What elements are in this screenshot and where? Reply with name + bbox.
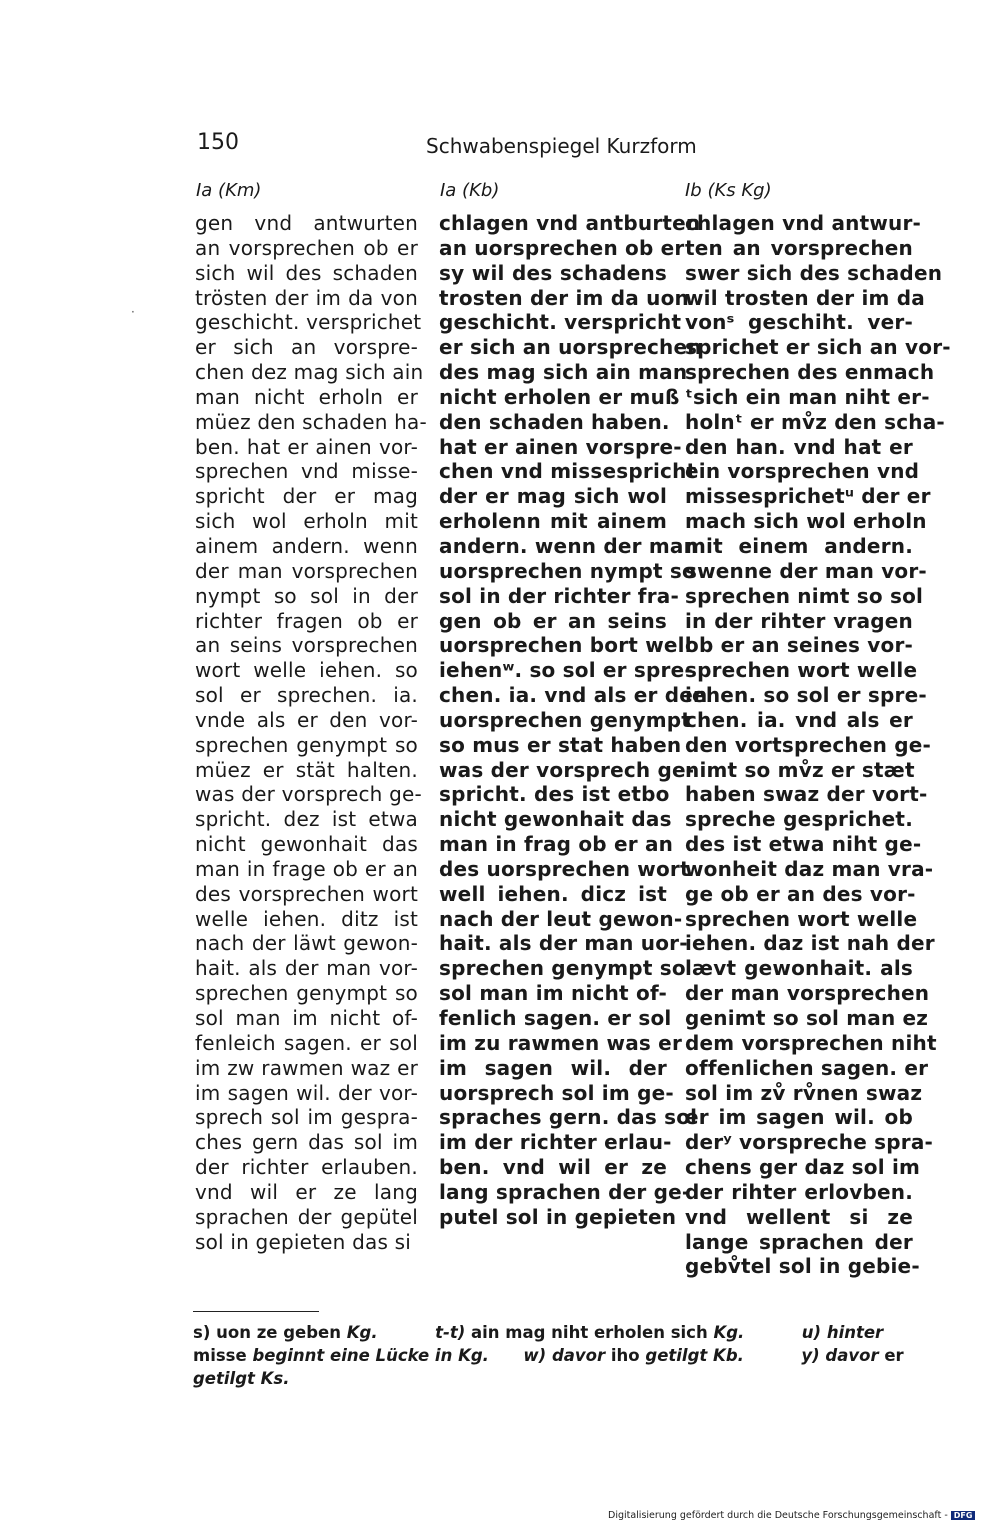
- text-line: chlagen vnd antburten: [439, 211, 701, 235]
- text-line: der man vorsprechen: [685, 981, 930, 1006]
- text-line: den han. vnd hat er: [685, 434, 913, 459]
- text-line: fenlich sagen. er sol: [439, 1006, 672, 1030]
- text-line: vnd wil er ze lang: [195, 1179, 418, 1204]
- text-line: in der rihter vragen: [685, 608, 913, 633]
- page-number: 150: [197, 130, 239, 155]
- footnote-line: [193, 1344, 913, 1367]
- text-line: ainem andern. wenn: [195, 533, 418, 558]
- text-line: spricht. dez ist etwa: [195, 807, 418, 832]
- text-line: sprechen vnd misse-: [195, 459, 418, 484]
- text-line: andern. wenn der man: [439, 533, 699, 558]
- text-line: iehen. so sol er spre-: [685, 683, 927, 708]
- text-line: der er mag sich wol: [439, 484, 667, 509]
- text-line: holnᵗ er mv̊z den scha-: [685, 409, 945, 434]
- text-line: uorsprech sol im ge-: [439, 1080, 674, 1105]
- text-line: im zu rawmen was er: [439, 1030, 683, 1055]
- margin-mark: ·: [131, 305, 135, 319]
- text-line: ben. hat er ainen vor-: [195, 434, 418, 459]
- footnote-note: davor: [825, 1346, 879, 1365]
- text-line: well iehen. dicz ist: [439, 881, 667, 906]
- footnote-text: er: [884, 1346, 904, 1365]
- text-line: trösten der im da von: [195, 285, 418, 310]
- text-line: des vorsprechen wort: [195, 881, 418, 906]
- text-line: der rihter erlovben.: [685, 1179, 913, 1204]
- column-heading: Ia (Km): [196, 180, 262, 201]
- text-line: im zw rawmen waz er: [195, 1055, 418, 1080]
- dfg-logo: DFG: [951, 1511, 976, 1520]
- text-line: missesprichetᵘ der er: [685, 484, 931, 509]
- text-line: sprechen nimt so sol: [685, 583, 924, 608]
- footnote-note: hinter: [826, 1323, 884, 1342]
- text-line: nimt so mv̊z er stæt: [685, 757, 915, 782]
- text-line: vonˢ geschiht. ver-: [685, 310, 913, 335]
- text-line: welle iehen. ditz ist: [195, 906, 418, 931]
- text-line: iehen. daz ist nah der: [685, 931, 935, 956]
- text-line: man in frag ob er an: [439, 832, 674, 857]
- footnote-text: uon ze geben: [216, 1323, 341, 1342]
- text-line: er im sagen wil. ob: [685, 1105, 913, 1130]
- text-line: nach der leut gewon-: [439, 906, 683, 931]
- text-line: des mag sich ain man: [439, 360, 688, 385]
- text-line: vnd wellent si ze: [685, 1204, 913, 1229]
- text-line: ob er an seines vor-: [685, 633, 914, 658]
- footnote-mark: y): [801, 1346, 820, 1365]
- text-line: erholenn mit ainem: [439, 509, 667, 534]
- text-line: chens ger daz sol im: [685, 1155, 921, 1180]
- text-line: des uorsprechen wort: [439, 856, 690, 881]
- text-line: genimt so sol man ez: [685, 1006, 929, 1030]
- text-line: den vortsprechen ge-: [685, 732, 931, 757]
- footnote-note: davor: [551, 1346, 606, 1365]
- text-line: swenne der man vor-: [685, 558, 927, 583]
- text-line: nicht gewonhait das: [195, 832, 418, 857]
- text-line: sol man im nicht of-: [195, 1006, 418, 1030]
- text-line: ge ob er an des vor-: [685, 881, 916, 906]
- column-heading: Ib (Ks Kg): [685, 180, 772, 201]
- text-line: nicht erholen er muß: [439, 384, 680, 409]
- text-line: den schaden haben.: [439, 409, 670, 434]
- footnotes: [193, 1321, 913, 1390]
- text-line: hat er ainen vorspre-: [439, 434, 682, 459]
- text-line: was der vorsprech ge-: [439, 757, 695, 782]
- text-line: gebv̊tel sol in gebie-: [685, 1254, 920, 1279]
- text-line: mach sich wol erholn: [685, 509, 927, 534]
- text-line: nicht gewonhait das: [439, 807, 672, 832]
- text-line: nach der läwt gewon-: [195, 931, 418, 956]
- footnote-text: ain mag niht erholen sich: [471, 1323, 708, 1342]
- footnote-note: getilgt Kb.: [645, 1346, 744, 1365]
- column-heading: Ia (Kb): [440, 180, 500, 201]
- text-line: fenleich sagen. er sol: [195, 1030, 418, 1055]
- footnote-mark: t-t): [435, 1323, 466, 1342]
- footnote-line: [193, 1367, 913, 1390]
- text-line: iehenʷ. so sol er spre-: [439, 658, 693, 683]
- text-line: an vorsprechen ob er: [195, 235, 418, 260]
- digitization-note: [608, 1510, 975, 1521]
- text-line: sprechen genympt so: [195, 732, 418, 757]
- text-line: an seins vorsprechen: [195, 633, 418, 658]
- text-line: offenlichen sagen. er: [685, 1055, 929, 1080]
- text-line: so mus er stat haben: [439, 732, 682, 757]
- text-line: uorsprechen nympt so: [439, 558, 696, 583]
- footnote-mark: s): [193, 1323, 211, 1342]
- text-line: uorsprechen genympt: [439, 707, 692, 732]
- text-line: derʸ vorspreche spra-: [685, 1130, 934, 1155]
- text-column-kb: [439, 211, 708, 1230]
- text-line: ben. vnd wil er ze: [439, 1155, 667, 1180]
- text-line: dem vorsprechen niht: [685, 1030, 937, 1055]
- text-line: mit einem andern.: [685, 533, 913, 558]
- digitization-text: Digitalisierung gefördert durch die Deutsche Forschungsgemeinschaft -: [608, 1510, 948, 1521]
- text-line: an uorsprechen ob er: [439, 235, 685, 260]
- text-line: swer sich des schaden: [685, 260, 943, 285]
- text-line: sprachen der gepütel: [195, 1204, 418, 1229]
- text-line: im der richter erlau-: [439, 1130, 672, 1155]
- footnote-text: iho: [610, 1346, 640, 1365]
- footnote-mark: u): [801, 1323, 822, 1342]
- text-line: ten an vorsprechen: [685, 235, 913, 260]
- text-line: der richter erlauben.: [195, 1155, 418, 1180]
- footnote-rule: [193, 1311, 319, 1312]
- footnote-sigla: Kg.: [713, 1323, 745, 1342]
- text-line: im sagen wil. der vor-: [195, 1080, 418, 1105]
- text-line: er sich an vorspre-: [195, 335, 418, 360]
- text-line: haben swaz der vort-: [685, 782, 928, 807]
- footnote-sigla: Kg.: [346, 1323, 378, 1342]
- text-line: ein vorsprechen vnd: [685, 459, 920, 484]
- text-line: wort welle iehen. so: [195, 658, 418, 683]
- text-line: des ist etwa niht ge-: [685, 832, 922, 857]
- footnote-note: getilgt Ks.: [193, 1369, 290, 1388]
- text-line: vnde als er den vor-: [195, 707, 418, 732]
- text-line: müez den schaden ha-: [195, 409, 427, 434]
- text-line: geschicht. versprichet: [195, 310, 422, 335]
- text-line: sprech sol im gespra-: [195, 1105, 418, 1130]
- text-line: sich wil des schaden: [195, 260, 418, 285]
- footnote-note: beginnt eine Lücke in Kg.: [252, 1346, 489, 1365]
- text-line: geschicht. verspricht: [439, 310, 682, 335]
- text-line: man nicht erholn er: [195, 384, 418, 409]
- text-line: richter fragen ob er: [195, 608, 418, 633]
- text-line: ᵗsich ein man niht er-: [685, 384, 930, 409]
- text-line: lævt gewonhait. als: [685, 956, 913, 981]
- text-line: gen vnd antwurten: [195, 211, 418, 235]
- text-line: wonheit daz man vra-: [685, 856, 934, 881]
- text-line: der man vorsprechen: [195, 558, 418, 583]
- text-line: sprechen genympt so: [439, 956, 686, 981]
- text-line: sol in gepieten das si: [195, 1229, 412, 1254]
- text-line: sol im zv̊ rv̊nen swaz: [685, 1080, 923, 1105]
- text-line: spricht. des ist etbo: [439, 782, 670, 807]
- text-line: gen ob er an seins: [439, 608, 667, 633]
- text-line: nympt so sol in der: [195, 583, 418, 608]
- text-line: was der vorsprech ge-: [195, 782, 422, 807]
- footnote-mark: w): [523, 1346, 547, 1365]
- footnote-line: [193, 1321, 913, 1344]
- text-line: putel sol in gepieten: [439, 1204, 677, 1229]
- text-line: spraches gern. das sol: [439, 1105, 698, 1130]
- text-line: chen. ia. vnd als er den: [439, 683, 708, 708]
- text-line: man in frage ob er an: [195, 856, 418, 881]
- text-line: er sich an uorsprechen: [439, 335, 702, 360]
- text-line: uorsprechen bort well: [439, 633, 692, 658]
- text-line: sich wol erholn mit: [195, 509, 418, 534]
- text-line: sprichet er sich an vor-: [685, 335, 951, 360]
- text-line: wil trosten der im da: [685, 285, 925, 310]
- text-line: sol man im nicht of-: [439, 981, 667, 1006]
- text-line: lange sprachen der: [685, 1229, 913, 1254]
- text-line: sprechen wort welle: [685, 658, 918, 683]
- text-line: lang sprachen der ge-: [439, 1179, 691, 1204]
- text-line: hait. als der man uor-: [439, 931, 688, 956]
- footnote-text: misse: [193, 1346, 247, 1365]
- text-line: im sagen wil. der: [439, 1055, 667, 1080]
- text-line: sol er sprechen. ia.: [195, 683, 418, 708]
- text-column-km: [195, 211, 427, 1254]
- text-line: chlagen vnd antwur-: [685, 211, 922, 235]
- text-line: sprechen genympt so: [195, 981, 418, 1006]
- text-line: ches gern das sol im: [195, 1130, 418, 1155]
- text-line: sol in der richter fra-: [439, 583, 679, 608]
- text-line: spricht der er mag: [195, 484, 418, 509]
- text-line: chen. ia. vnd als er: [685, 707, 913, 732]
- text-line: chen dez mag sich ain: [195, 360, 424, 385]
- text-column-ks-kg: [685, 211, 951, 1279]
- text-line: sy wil des schadens: [439, 260, 667, 285]
- text-line: chen vnd missespricht: [439, 459, 697, 484]
- running-title: Schwabenspiegel Kurzform: [426, 134, 697, 158]
- text-line: spreche gesprichet.: [685, 807, 913, 832]
- text-line: sprechen des enmach: [685, 360, 935, 385]
- text-line: müez er stät halten.: [195, 757, 418, 782]
- text-line: sprechen wort welle: [685, 906, 918, 931]
- text-line: trosten der im da uon: [439, 285, 689, 310]
- text-line: hait. als der man vor-: [195, 956, 418, 981]
